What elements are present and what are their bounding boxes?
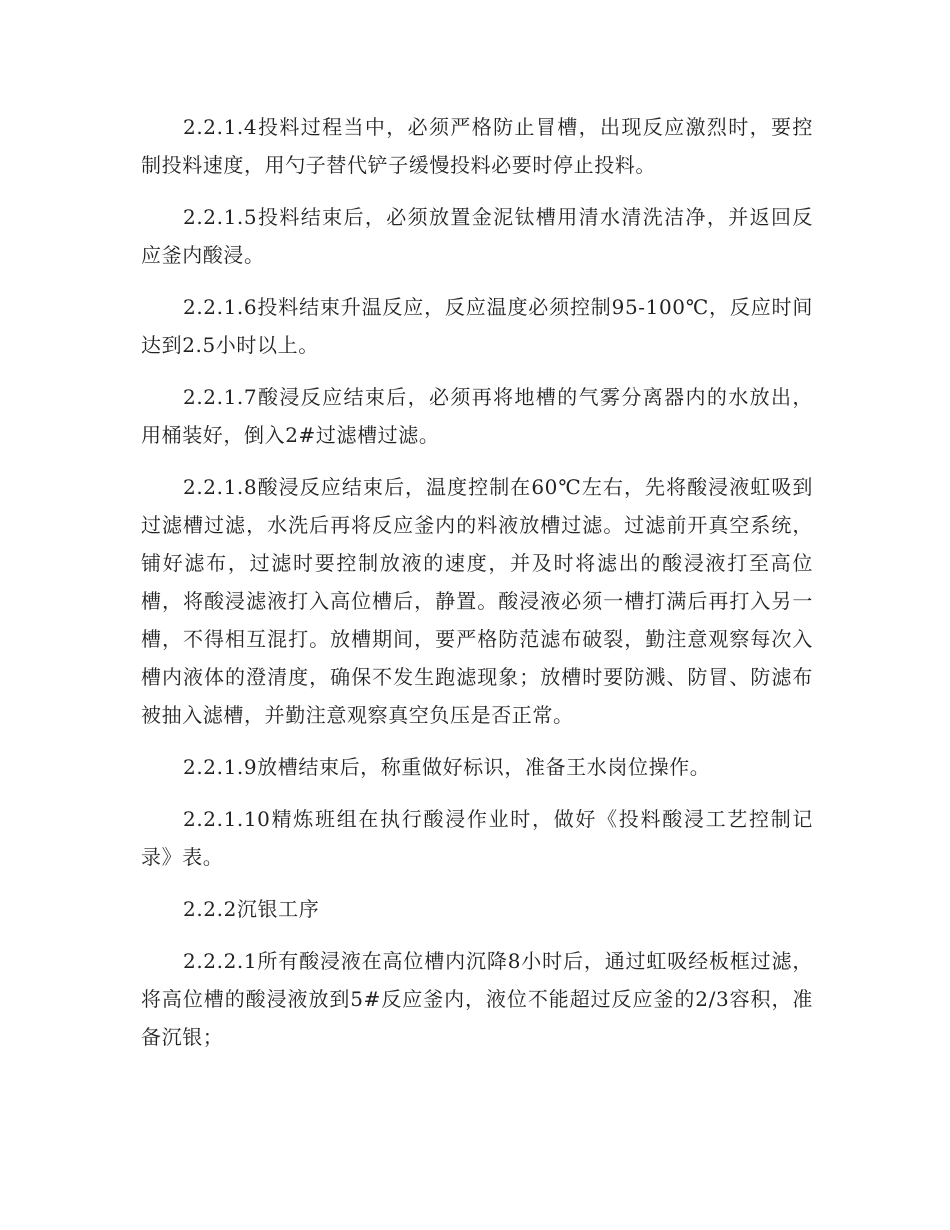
paragraph-2-2-1-7: 2.2.1.7酸浸反应结束后，必须再将地槽的气雾分离器内的水放出，用桶装好，倒入2#过滤槽过滤。	[141, 385, 813, 447]
paragraph-2-2-1-4: 2.2.1.4投料过程当中，必须严格防止冒槽，出现反应激烈时，要控制投料速度，用勺子替代铲子缓慢投料必要时停止投料。	[141, 115, 813, 177]
section-heading-2-2-2: 2.2.2沉银工序	[183, 897, 320, 921]
paragraph-2-2-1-6: 2.2.1.6投料结束升温反应，反应温度必须控制95-100℃，反应时间达到2.5小时以上。	[141, 295, 813, 357]
paragraph-2-2-1-5: 2.2.1.5投料结束后，必须放置金泥钛槽用清水清洗洁净，并返回反应釜内酸浸。	[141, 205, 813, 267]
paragraph-2-2-2-1: 2.2.2.1所有酸浸液在高位槽内沉降8小时后，通过虹吸经板框过滤，将高位槽的酸浸液放到5#反应釜内，液位不能超过反应釜的2/3容积，准备沉银；	[141, 949, 813, 1049]
paragraph-2-2-1-10: 2.2.1.10精炼班组在执行酸浸作业时，做好《投料酸浸工艺控制记录》表。	[141, 807, 813, 869]
paragraph-2-2-1-8: 2.2.1.8酸浸反应结束后，温度控制在60℃左右，先将酸浸液虹吸到过滤槽过滤，水洗后再将反应釜内的料液放槽过滤。过滤前开真空系统，铺好滤布，过滤时要控制放液的速度，并及时将滤出的酸浸液打至高位槽，将酸浸滤液打入高位槽后，静置。酸浸液必须一槽打满后再打入另一槽，不得相互混打。放槽期间，要严格防范滤布破裂，勤注意观察每次入槽内液体的澄清度，确保不发生跑滤现象；放槽时要防溅、防冒、防滤布被抽入滤槽，并勤注意观察真空负压是否正常。	[141, 475, 813, 727]
document-body	[141, 108, 813, 1070]
paragraph-2-2-1-9: 2.2.1.9放槽结束后，称重做好标识，准备王水岗位操作。	[183, 755, 711, 779]
